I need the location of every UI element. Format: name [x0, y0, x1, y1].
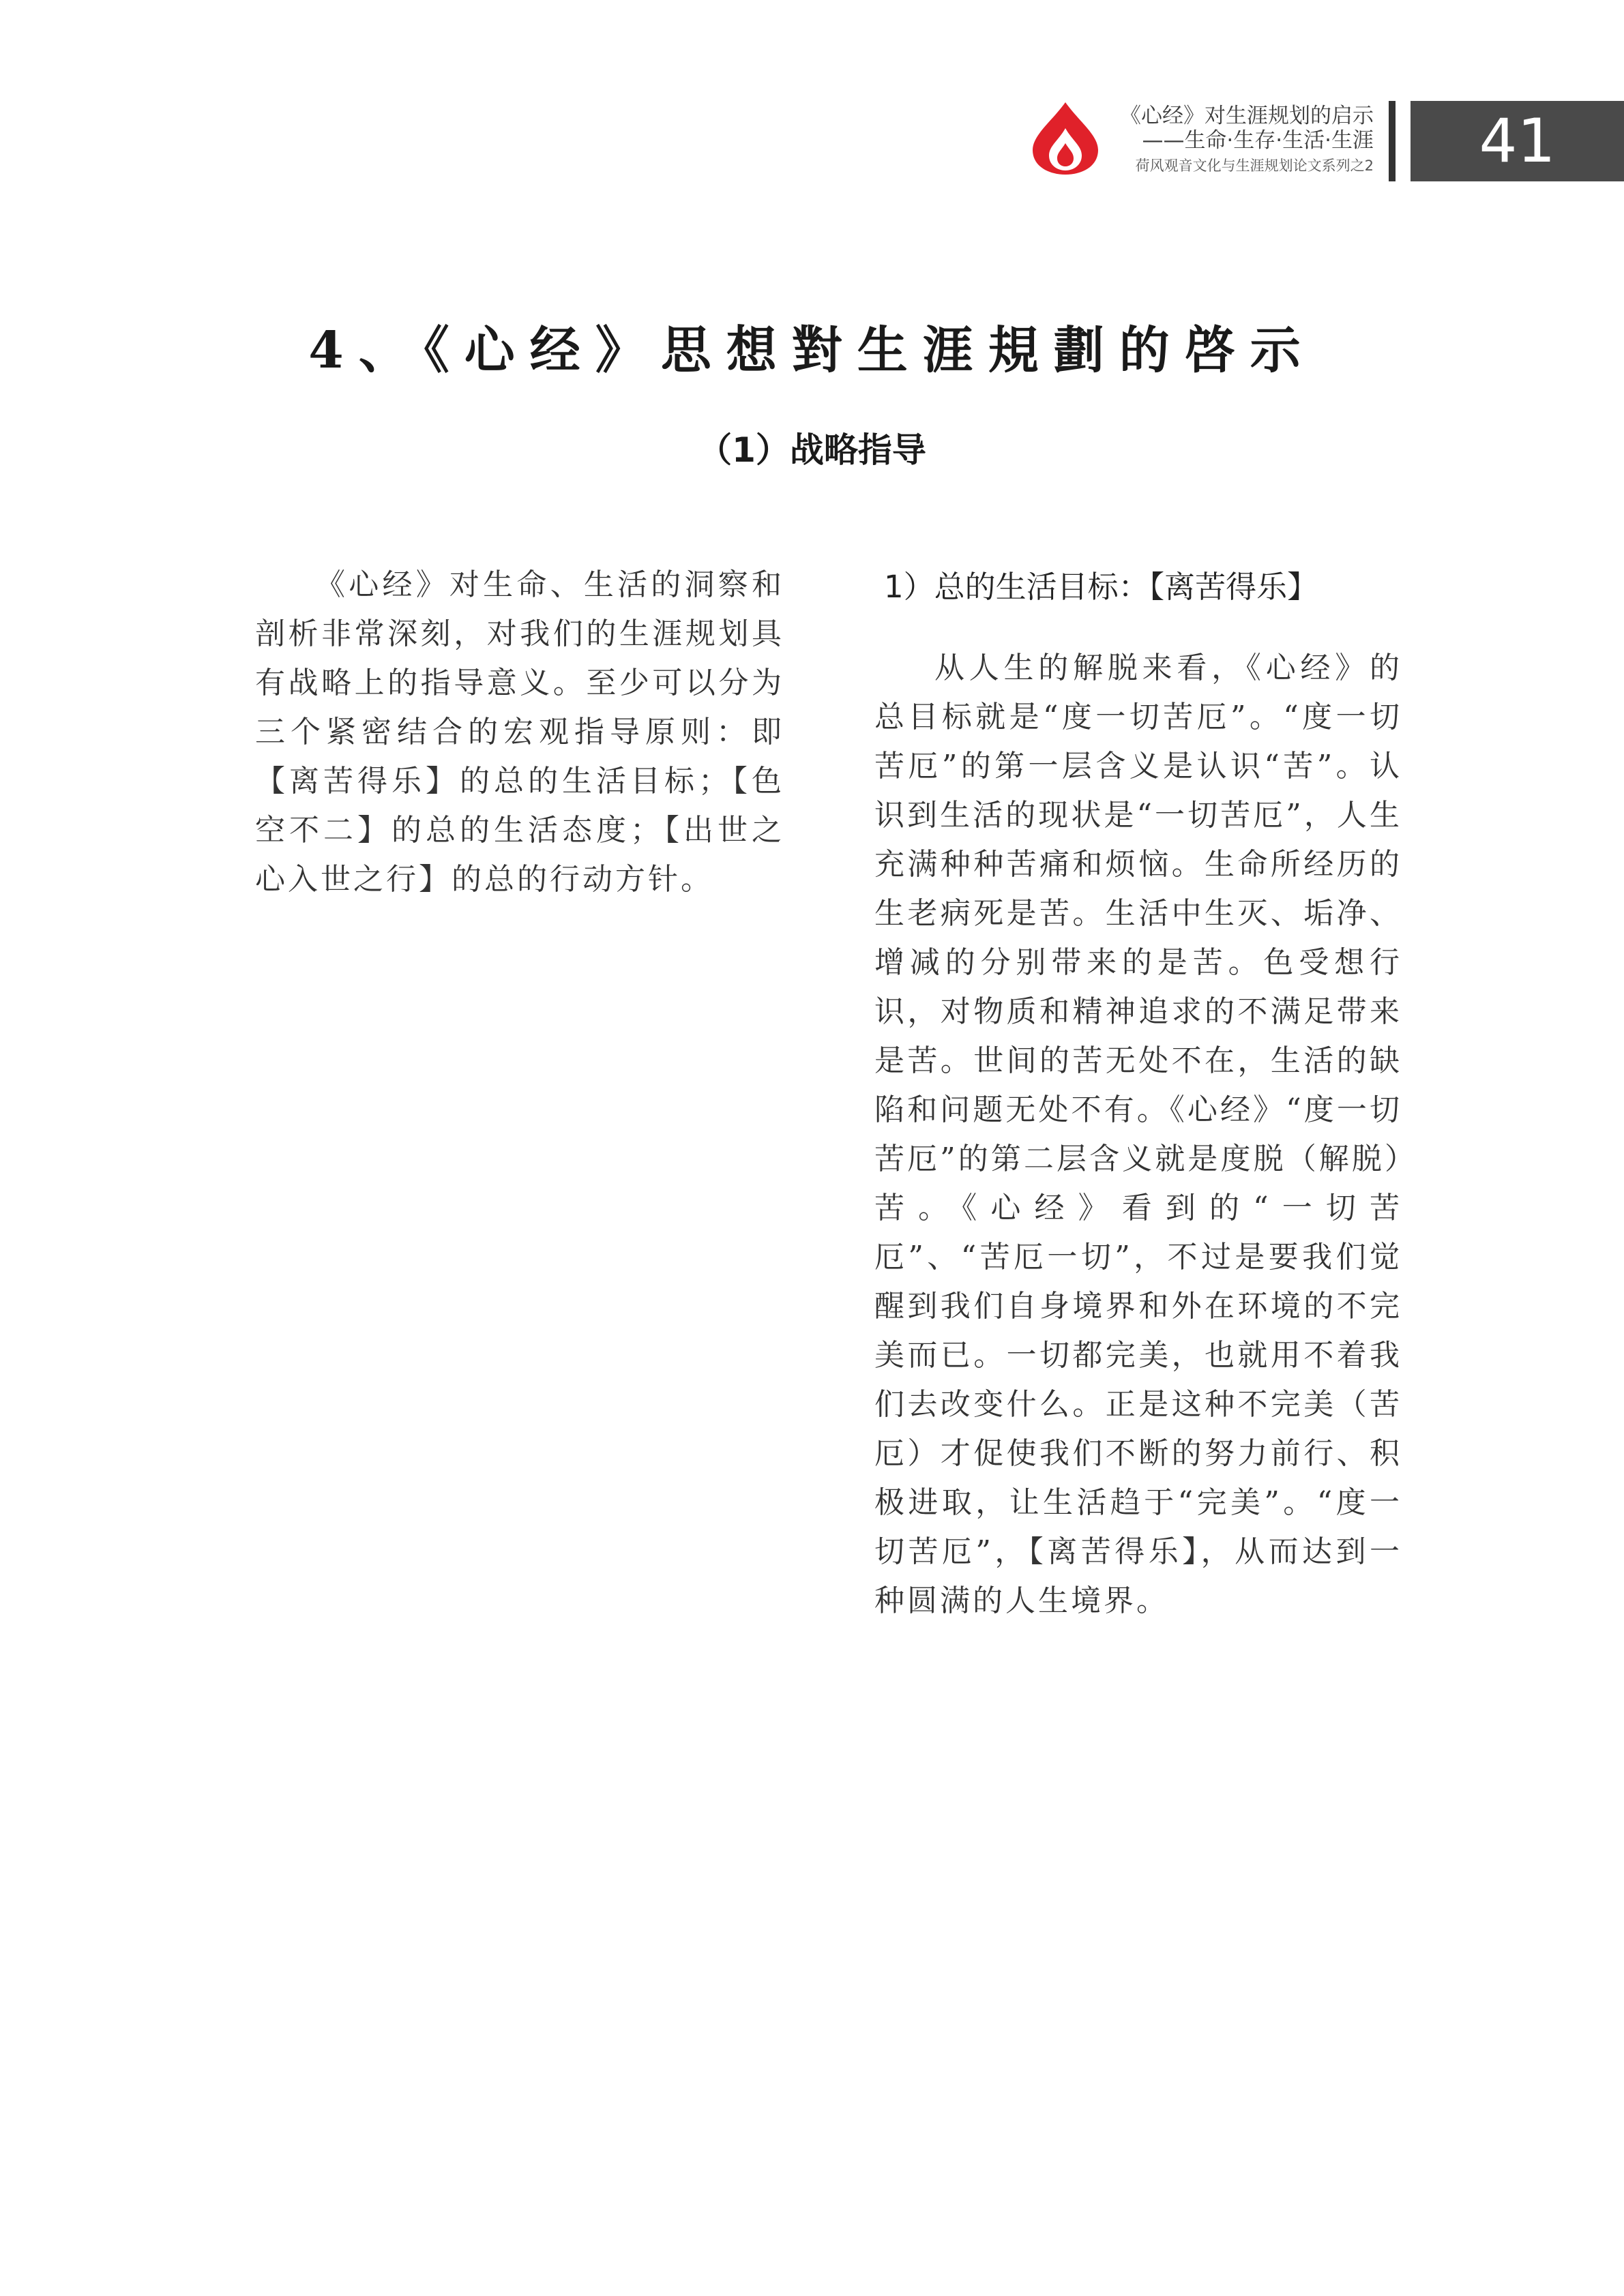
series-title-block	[1064, 104, 1374, 176]
page-header	[0, 0, 1624, 205]
right-column-paragraph: 从人生的解脱来看，《心经》的总目标就是“度一切苦厄”。“度一切苦厄”的第一层含义是认识“苦”。认识到生活的现状是“一切苦厄”，人生充满种种苦痛和烦恼。生命所经历的生老病死是苦。生活中生灭、垢净、增减的分别带来的是苦。色受想行识，对物质和精神追求的不满足带来是苦。世间的苦无处不在，生活的缺陷和问题无处不有。《心经》“度一切苦厄”的第二层含义就是度脱（解脱）苦。《心经》看到的“一切苦厄”、“苦厄一切”，不过是要我们觉醒到我们自身境界和外在环境的不完美而已。一切都完美，也就用不着我们去改变什么。正是这种不完美（苦厄）才促使我们不断的努力前行、积极进取，让生活趋于“完美”。“度一切苦厄”，【离苦得乐】，从而达到一种圆满的人生境界。	[874, 651, 1402, 1618]
section-subtitle: （1）战略指导	[698, 430, 926, 470]
series-subtitle: ——生命·生存·生活·生涯	[1142, 128, 1374, 153]
header-divider	[1389, 101, 1396, 181]
series-note: 荷风观音文化与生涯规划论文系列之2	[1135, 158, 1374, 174]
series-title: 《心经》对生涯规划的启示	[1120, 104, 1374, 128]
left-column-paragraph: 《心经》对生命、生活的洞察和剖析非常深刻，对我们的生涯规划具有战略上的指导意义。至少可以分为三个紧密结合的宏观指导原则：即【离苦得乐】的总的生活目标；【色空不二】的总的生活态度；【出世之心入世之行】的总的行动方针。	[255, 567, 784, 897]
page-number: 41	[1479, 106, 1556, 176]
section-title: 4、《心经》思想對生涯規劃的啓示	[308, 321, 1316, 380]
page-number-box	[1411, 101, 1624, 181]
right-column-heading: 1）总的生活目标：【离苦得乐】	[884, 569, 1318, 605]
